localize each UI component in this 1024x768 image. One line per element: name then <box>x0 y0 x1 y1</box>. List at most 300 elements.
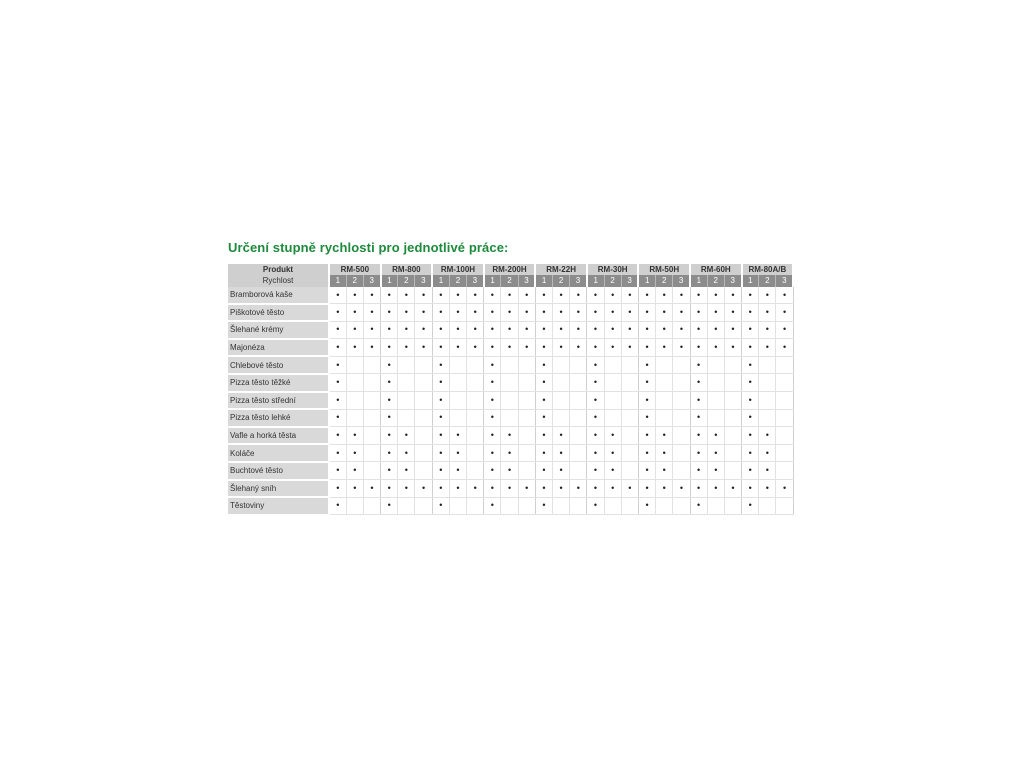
speed-mark: • <box>535 374 552 392</box>
speed-mark: • <box>673 287 690 304</box>
product-name: Šlehané krémy <box>228 321 329 339</box>
speed-mark: • <box>329 287 346 304</box>
speed-mark: • <box>535 427 552 445</box>
speed-mark: • <box>484 444 501 462</box>
speed-mark: • <box>724 287 741 304</box>
empty-cell <box>570 356 587 374</box>
speed-mark: • <box>656 462 673 480</box>
product-column-header: Produkt <box>228 264 329 275</box>
empty-cell <box>621 444 638 462</box>
empty-cell <box>449 392 466 410</box>
speed-mark: • <box>638 427 655 445</box>
speed-mark: • <box>381 287 398 304</box>
empty-cell <box>776 444 793 462</box>
speed-number: 2 <box>398 275 415 287</box>
speed-mark: • <box>604 444 621 462</box>
empty-cell <box>656 497 673 515</box>
empty-cell <box>363 392 380 410</box>
speed-mark: • <box>742 462 759 480</box>
speed-mark: • <box>742 287 759 304</box>
speed-mark: • <box>432 321 449 339</box>
speed-mark: • <box>690 339 707 357</box>
empty-cell <box>673 392 690 410</box>
speed-mark: • <box>656 321 673 339</box>
speed-mark: • <box>656 480 673 498</box>
speed-mark: • <box>656 287 673 304</box>
empty-cell <box>415 392 432 410</box>
speed-number: 3 <box>415 275 432 287</box>
speed-mark: • <box>484 321 501 339</box>
speed-row-label: Rychlost <box>228 275 329 287</box>
speed-mark: • <box>587 339 604 357</box>
speed-mark: • <box>604 462 621 480</box>
empty-cell <box>707 409 724 427</box>
speed-mark: • <box>432 409 449 427</box>
speed-mark: • <box>776 304 793 322</box>
speed-mark: • <box>587 409 604 427</box>
speed-mark: • <box>329 444 346 462</box>
speed-mark: • <box>484 304 501 322</box>
speed-mark: • <box>501 321 518 339</box>
empty-cell <box>776 497 793 515</box>
empty-cell <box>604 356 621 374</box>
speed-mark: • <box>363 304 380 322</box>
speed-mark: • <box>381 497 398 515</box>
speed-mark: • <box>621 287 638 304</box>
empty-cell <box>553 356 570 374</box>
empty-cell <box>776 409 793 427</box>
speed-mark: • <box>329 497 346 515</box>
speed-mark: • <box>742 497 759 515</box>
speed-mark: • <box>381 480 398 498</box>
speed-mark: • <box>690 497 707 515</box>
speed-mark: • <box>501 480 518 498</box>
speed-mark: • <box>501 287 518 304</box>
speed-mark: • <box>467 287 484 304</box>
speed-mark: • <box>398 321 415 339</box>
speed-mark: • <box>484 427 501 445</box>
speed-mark: • <box>553 339 570 357</box>
speed-mark: • <box>570 339 587 357</box>
speed-mark: • <box>570 480 587 498</box>
empty-cell <box>501 392 518 410</box>
speed-mark: • <box>535 444 552 462</box>
empty-cell <box>724 409 741 427</box>
empty-cell <box>707 497 724 515</box>
speed-mark: • <box>501 462 518 480</box>
speed-mark: • <box>484 339 501 357</box>
speed-mark: • <box>432 339 449 357</box>
product-name: Koláče <box>228 444 329 462</box>
speed-number: 2 <box>656 275 673 287</box>
empty-cell <box>467 497 484 515</box>
speed-mark: • <box>673 480 690 498</box>
empty-cell <box>621 374 638 392</box>
table-row <box>228 392 793 410</box>
speed-mark: • <box>724 304 741 322</box>
empty-cell <box>398 497 415 515</box>
speed-mark: • <box>518 304 535 322</box>
speed-mark: • <box>776 480 793 498</box>
empty-cell <box>724 444 741 462</box>
speed-mark: • <box>449 444 466 462</box>
speed-mark: • <box>553 427 570 445</box>
speed-mark: • <box>432 480 449 498</box>
speed-mark: • <box>690 304 707 322</box>
model-header: RM-800 <box>381 264 433 275</box>
speed-mark: • <box>501 444 518 462</box>
speed-number: 3 <box>776 275 793 287</box>
empty-cell <box>449 374 466 392</box>
empty-cell <box>570 409 587 427</box>
empty-cell <box>621 462 638 480</box>
speed-mark: • <box>690 392 707 410</box>
empty-cell <box>673 356 690 374</box>
speed-mark: • <box>449 304 466 322</box>
speed-mark: • <box>707 321 724 339</box>
empty-cell <box>363 497 380 515</box>
model-header: RM-100H <box>432 264 484 275</box>
empty-cell <box>776 427 793 445</box>
speed-number: 2 <box>346 275 363 287</box>
speed-mark: • <box>415 480 432 498</box>
speed-mark: • <box>449 480 466 498</box>
speed-mark: • <box>329 392 346 410</box>
product-name: Chlebové těsto <box>228 356 329 374</box>
empty-cell <box>759 409 776 427</box>
speed-mark: • <box>398 287 415 304</box>
speed-mark: • <box>724 321 741 339</box>
speed-mark: • <box>415 321 432 339</box>
speed-mark: • <box>449 339 466 357</box>
speed-mark: • <box>415 304 432 322</box>
speed-mark: • <box>656 444 673 462</box>
speed-mark: • <box>346 427 363 445</box>
speed-mark: • <box>587 444 604 462</box>
empty-cell <box>415 497 432 515</box>
empty-cell <box>346 497 363 515</box>
empty-cell <box>673 427 690 445</box>
speed-mark: • <box>553 304 570 322</box>
empty-cell <box>759 497 776 515</box>
speed-mark: • <box>553 444 570 462</box>
model-header: RM-200H <box>484 264 536 275</box>
speed-mark: • <box>467 339 484 357</box>
empty-cell <box>518 356 535 374</box>
speed-mark: • <box>501 339 518 357</box>
speed-mark: • <box>690 409 707 427</box>
speed-mark: • <box>398 304 415 322</box>
speed-mark: • <box>346 321 363 339</box>
empty-cell <box>673 374 690 392</box>
speed-mark: • <box>587 304 604 322</box>
empty-cell <box>518 409 535 427</box>
speed-mark: • <box>363 480 380 498</box>
empty-cell <box>363 409 380 427</box>
empty-cell <box>759 392 776 410</box>
empty-cell <box>673 409 690 427</box>
empty-cell <box>570 462 587 480</box>
speed-mark: • <box>690 321 707 339</box>
model-header: RM-60H <box>690 264 742 275</box>
speed-mark: • <box>535 392 552 410</box>
speed-number: 2 <box>449 275 466 287</box>
speed-mark: • <box>432 427 449 445</box>
speed-mark: • <box>587 392 604 410</box>
speed-mark: • <box>432 374 449 392</box>
speed-mark: • <box>484 287 501 304</box>
speed-mark: • <box>690 427 707 445</box>
speed-mark: • <box>381 427 398 445</box>
speed-mark: • <box>604 339 621 357</box>
speed-mark: • <box>742 427 759 445</box>
empty-cell <box>363 427 380 445</box>
empty-cell <box>776 356 793 374</box>
model-header: RM-80A/B <box>742 264 794 275</box>
empty-cell <box>467 374 484 392</box>
empty-cell <box>467 392 484 410</box>
speed-mark: • <box>518 480 535 498</box>
empty-cell <box>449 356 466 374</box>
speed-mark: • <box>759 287 776 304</box>
speed-number: 1 <box>638 275 655 287</box>
empty-cell <box>415 462 432 480</box>
empty-cell <box>398 409 415 427</box>
speed-mark: • <box>604 480 621 498</box>
speed-mark: • <box>432 444 449 462</box>
speed-mark: • <box>484 392 501 410</box>
product-name: Pizza těsto těžké <box>228 374 329 392</box>
model-header: RM-50H <box>638 264 690 275</box>
speed-mark: • <box>638 392 655 410</box>
speed-mark: • <box>742 480 759 498</box>
speed-number: 1 <box>742 275 759 287</box>
product-name: Šlehaný sníh <box>228 480 329 498</box>
speed-mark: • <box>638 287 655 304</box>
speed-mark: • <box>501 304 518 322</box>
empty-cell <box>724 392 741 410</box>
speed-mark: • <box>432 392 449 410</box>
speed-mark: • <box>329 409 346 427</box>
speed-mark: • <box>742 392 759 410</box>
speed-number: 1 <box>484 275 501 287</box>
model-header: RM-22H <box>535 264 587 275</box>
speed-mark: • <box>724 339 741 357</box>
speed-mark: • <box>535 462 552 480</box>
speed-number: 2 <box>759 275 776 287</box>
speed-mark: • <box>690 356 707 374</box>
speed-mark: • <box>346 339 363 357</box>
empty-cell <box>518 374 535 392</box>
empty-cell <box>707 392 724 410</box>
speed-number: 1 <box>535 275 552 287</box>
speed-mark: • <box>398 480 415 498</box>
speed-mark: • <box>415 339 432 357</box>
product-name: Vafle a horká těsta <box>228 427 329 445</box>
empty-cell <box>604 409 621 427</box>
speed-mark: • <box>363 287 380 304</box>
empty-cell <box>673 497 690 515</box>
speed-mark: • <box>759 321 776 339</box>
speed-mark: • <box>484 374 501 392</box>
speed-mark: • <box>535 356 552 374</box>
empty-cell <box>467 427 484 445</box>
speed-mark: • <box>398 444 415 462</box>
speed-mark: • <box>329 462 346 480</box>
speed-mark: • <box>381 321 398 339</box>
speed-mark: • <box>742 356 759 374</box>
speed-mark: • <box>587 356 604 374</box>
speed-number: 1 <box>432 275 449 287</box>
empty-cell <box>707 356 724 374</box>
empty-cell <box>415 374 432 392</box>
speed-number: 1 <box>690 275 707 287</box>
speed-mark: • <box>638 339 655 357</box>
empty-cell <box>398 392 415 410</box>
speed-mark: • <box>638 304 655 322</box>
speed-mark: • <box>432 497 449 515</box>
speed-mark: • <box>449 427 466 445</box>
speed-mark: • <box>673 339 690 357</box>
speed-mark: • <box>707 339 724 357</box>
table-row <box>228 339 793 357</box>
empty-cell <box>570 427 587 445</box>
table-row <box>228 480 793 498</box>
empty-cell <box>621 409 638 427</box>
speed-mark: • <box>604 287 621 304</box>
empty-cell <box>724 462 741 480</box>
empty-cell <box>449 497 466 515</box>
speed-mark: • <box>553 462 570 480</box>
empty-cell <box>518 497 535 515</box>
empty-cell <box>724 356 741 374</box>
speed-number: 3 <box>673 275 690 287</box>
empty-cell <box>553 409 570 427</box>
empty-cell <box>501 356 518 374</box>
empty-cell <box>553 497 570 515</box>
speed-mark: • <box>484 497 501 515</box>
speed-mark: • <box>604 427 621 445</box>
speed-mark: • <box>398 427 415 445</box>
empty-cell <box>673 444 690 462</box>
speed-mark: • <box>432 462 449 480</box>
empty-cell <box>518 427 535 445</box>
speed-number: 3 <box>621 275 638 287</box>
empty-cell <box>570 374 587 392</box>
empty-cell <box>553 392 570 410</box>
table-row <box>228 304 793 322</box>
speed-mark: • <box>604 304 621 322</box>
speed-number: 2 <box>553 275 570 287</box>
speed-mark: • <box>621 304 638 322</box>
speed-mark: • <box>742 374 759 392</box>
speed-mark: • <box>381 356 398 374</box>
speed-mark: • <box>638 480 655 498</box>
model-header: RM-30H <box>587 264 639 275</box>
speed-mark: • <box>587 462 604 480</box>
model-header: RM-500 <box>329 264 381 275</box>
speed-mark: • <box>570 321 587 339</box>
speed-mark: • <box>587 374 604 392</box>
empty-cell <box>363 444 380 462</box>
speed-mark: • <box>570 287 587 304</box>
empty-cell <box>759 356 776 374</box>
empty-cell <box>363 356 380 374</box>
speed-mark: • <box>742 304 759 322</box>
empty-cell <box>415 444 432 462</box>
speed-mark: • <box>742 409 759 427</box>
speed-mark: • <box>553 287 570 304</box>
empty-cell <box>415 356 432 374</box>
speed-mark: • <box>449 462 466 480</box>
speed-mark: • <box>346 462 363 480</box>
table-row <box>228 497 793 515</box>
product-name: Bramborová kaše <box>228 287 329 304</box>
speed-number: 2 <box>707 275 724 287</box>
empty-cell <box>656 409 673 427</box>
speed-mark: • <box>638 374 655 392</box>
empty-cell <box>346 374 363 392</box>
speed-mark: • <box>553 321 570 339</box>
empty-cell <box>656 356 673 374</box>
table-row <box>228 321 793 339</box>
speed-number: 3 <box>518 275 535 287</box>
table-row <box>228 409 793 427</box>
speed-mark: • <box>381 444 398 462</box>
speed-mark: • <box>346 480 363 498</box>
product-name: Pizza těsto střední <box>228 392 329 410</box>
product-name: Těstoviny <box>228 497 329 515</box>
empty-cell <box>656 392 673 410</box>
speed-mark: • <box>707 304 724 322</box>
empty-cell <box>467 444 484 462</box>
speed-mark: • <box>776 287 793 304</box>
speed-mark: • <box>690 374 707 392</box>
empty-cell <box>570 444 587 462</box>
product-name: Majonéza <box>228 339 329 357</box>
empty-cell <box>518 462 535 480</box>
speed-mark: • <box>518 339 535 357</box>
speed-mark: • <box>759 304 776 322</box>
empty-cell <box>604 497 621 515</box>
empty-cell <box>570 392 587 410</box>
speed-mark: • <box>484 480 501 498</box>
speed-mark: • <box>742 321 759 339</box>
speed-mark: • <box>467 480 484 498</box>
speed-mark: • <box>518 287 535 304</box>
speed-table <box>228 264 794 516</box>
speed-mark: • <box>535 339 552 357</box>
empty-cell <box>776 374 793 392</box>
speed-mark: • <box>329 339 346 357</box>
empty-cell <box>621 497 638 515</box>
speed-mark: • <box>673 304 690 322</box>
speed-mark: • <box>673 321 690 339</box>
speed-mark: • <box>621 339 638 357</box>
speed-mark: • <box>346 304 363 322</box>
speed-mark: • <box>656 304 673 322</box>
speed-mark: • <box>621 321 638 339</box>
speed-number: 3 <box>570 275 587 287</box>
speed-mark: • <box>346 444 363 462</box>
speed-mark: • <box>776 339 793 357</box>
empty-cell <box>501 409 518 427</box>
speed-mark: • <box>707 444 724 462</box>
speed-number: 1 <box>329 275 346 287</box>
speed-mark: • <box>587 497 604 515</box>
speed-mark: • <box>587 321 604 339</box>
speed-mark: • <box>449 321 466 339</box>
